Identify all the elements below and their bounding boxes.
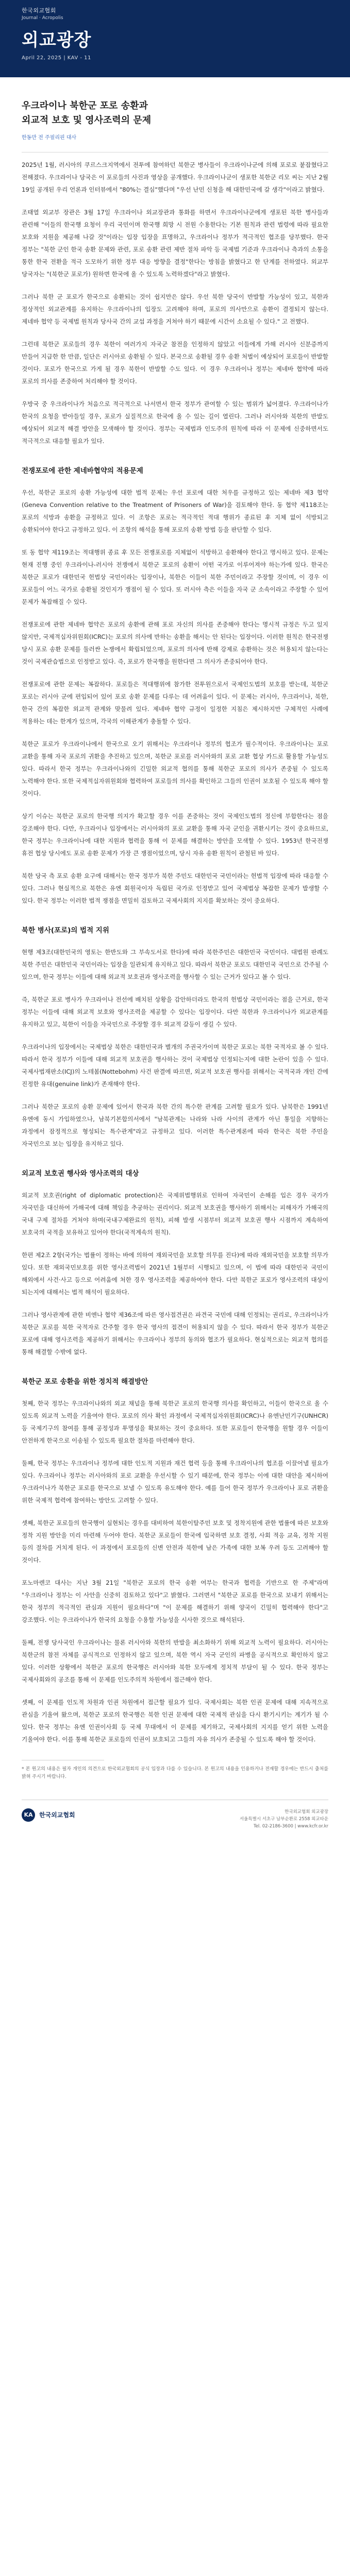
contact-line: Tel. 02-2186-3600 | www.kcfr.or.kr: [253, 1823, 328, 1829]
footer-logo: [22, 1808, 75, 1822]
article-title-line-1: 우크라이나 북한군 포로 송환과: [22, 100, 148, 111]
section-heading: 북한군 포로 송환을 위한 정치적 해결방안: [22, 1377, 148, 1386]
footer-contact: [240, 1808, 328, 1830]
article-title: [22, 99, 328, 128]
page-footer: [22, 1800, 328, 1851]
paragraph: 포노마렌코 대사는 지난 3월 21일 "북한군 포로의 한국 송환 여부는 한국과 협력을 기반으로 한 주제"라며 "우크라이나 정부는 이 사안을 신중히 검토하고 있다"고 밝혔다. 그러면서 "북한군 포로를 한국으로 보내기 위해서는 한국 정부의 적극적인 관심과 지원이 필요하다"며 "이 문제를 해결하기 위해 양국이 긴밀히 협력해야 한다"고 강조했다. 이는 우크라이나가 한국의 요청을 수용할 가능성을 시사한 것으로 해석된다.: [22, 1579, 328, 1623]
paragraph: 전쟁포로에 관한 제네바 협약은 포로의 송환에 관해 포로 자신의 의사를 존중해야 한다는 명시적 규정은 두고 있지 않지만, 국제적십자위원회(ICRC)는 포로의 의사에 반하는 송환을 해서는 안 된다는 입장이다. 이러한 원칙은 한국전쟁 당시 포로 송환 문제를 둘러싼 논쟁에서 확립되었으며, 포로의 의사에 반해 강제로 송환하는 것은 허용되지 않는다는 것이 국제관습법으로 인정받고 있다. 즉, 포로가 한국행을 원한다면 그 의사가 존중되어야 한다.: [22, 620, 328, 665]
paragraph: 또 동 협약 제119조는 적대행위 종료 후 모든 전쟁포로를 지체없이 석방하고 송환해야 한다고 명시하고 있다. 문제는 현재 진행 중인 우크라이나-러시아 전쟁에서 북한군 포로의 송환이 어떤 국가로 이루어져야 하는가에 있다. 한국은 북한군 포로가 대한민국 헌법상 국민이라는 입장이나, 북한은 이들이 북한 주민이라고 주장할 것이며, 이 경우 이 포로들이 어느 국가로 송환될 것인지가 쟁점이 될 수 있다. 또 러시아 측은 이들을 자국 군 소속이라고 주장할 수 있어 문제가 복잡해질 수 있다.: [22, 548, 328, 605]
paragraph: 북한 당국 측 포로 송환 요구에 대해서는 한국 정부가 북한 주민도 대한민국 국민이라는 헌법적 입장에 따라 대응할 수 있다. 그러나 현실적으로 북한은 유엔 회원국이자 독립된 국가로 인정받고 있어 국제법상 복잡한 문제가 발생할 수 있다. 한국 정부는 이러한 법적 쟁점을 면밀히 검토하고 국제사회의 지지를 확보하는 것이 중요하다.: [22, 872, 328, 904]
section-heading: 북한 병사(포로)의 법적 지위: [22, 926, 109, 935]
section-heading: 외교적 보호권 행사와 영사조력의 대상: [22, 1169, 139, 1178]
logo-text: 한국외교협회: [39, 1811, 75, 1819]
paragraph: 그러나 북한군 포로의 송환 문제에 있어서 한국과 북한 간의 특수한 관계를 고려할 필요가 있다. 남북한은 1991년 유엔에 동시 가입하였으나, 남북기본합의서에서 "남북관계는 나라와 나라 사이의 관계가 아닌 통일을 지향하는 과정에서 잠정적으로 형성되는 특수관계"라고 규정하고 있다. 이러한 특수관계론에 따라 한국은 북한 주민을 자국민으로 보는 입장을 유지하고 있다.: [22, 1103, 328, 1147]
footnote: * 본 원고의 내용은 필자 개인의 의견으로 한국외교협회의 공식 입장과 다를 수 있습니다. 본 원고의 내용을 인용하거나 전재할 경우에는 반드시 출처를 밝혀 주시기 바랍니다.: [22, 1766, 328, 1780]
org-name-ko: 한국외교협회: [22, 7, 56, 14]
section-heading: 전쟁포로에 관한 제네바협약의 적용문제: [22, 466, 143, 475]
masthead-header: [0, 0, 350, 77]
paragraph: 우방국 중 우크라이나가 처음으로 적극적으로 나서면서 한국 정부가 관여할 수 있는 범위가 넓어졌다. 우크라이나가 한국의 요청을 받아들일 경우, 포로가 실질적으로 한국에 올 수 있는 길이 열린다. 그러나 러시아와 북한의 반발도 예상되어 외교적 해결 방안을 모색해야 할 것이다. 정부는 국제법과 인도주의 원칙에 따라 이 문제에 신중하면서도 적극적으로 대응할 필요가 있다.: [22, 400, 328, 445]
paragraph: 2025년 1월, 러시아의 쿠르스크지역에서 전투에 참여하던 북한군 병사들이 우크라이나군에 의해 포로로 붙잡혔다고 전해졌다. 우크라이나 당국은 이 포로들의 사진과 영상을 공개했다. 우크라이나군이 생포한 북한군 리모 씨는 지난 2월 19일 공개된 우리 언론과 인터뷰에서 "80%는 결심"했다며 "우선 난민 신청을 해 대한민국에 갈 생각"이라고 밝혔다.: [22, 161, 328, 193]
article-body: [0, 152, 350, 1781]
paragraph: 상기 이슈는 북한군 포로의 한국행 의지가 확고할 경우 이를 존중하는 것이 국제인도법의 정신에 부합한다는 점을 강조해야 한다. 다만, 우크라이나 입장에서는 러시아와의 포로 교환을 통해 자국 군인을 귀환시키는 것이 중요하므로, 한국 정부는 우크라이나에 대한 지원과 협력을 통해 이 문제를 해결하는 방안을 모색할 수 있다. 1953년 한국전쟁 휴전 협상 당시에도 포로 송환 문제가 가장 큰 쟁점이었으며, 당시 자유 송환 원칙이 관철된 바 있다.: [22, 812, 328, 857]
paragraph: 한편 제2조 2항(국가는 법률이 정하는 바에 의하여 재외국민을 보호할 의무를 진다)에 따라 재외국민을 보호할 의무가 있다. 또한 재외국민보호를 위한 영사조력법이 2021년 1월부터 시행되고 있으며, 이 법에 따라 대한민국 국민이 해외에서 사건·사고 등으로 어려움에 처한 경우 영사조력을 제공하여야 한다. 다만 북한군 포로가 영사조력의 대상이 되는지에 대해서는 법적 해석이 필요하다.: [22, 1251, 328, 1296]
paragraph: 그러나 영사관계에 관한 비엔나 협약 제36조에 따른 영사접견권은 파견국 국민에 대해 인정되는 권리로, 우크라이나가 북한군 포로를 북한 국적자로 간주할 경우 한국 영사의 접견이 허용되지 않을 수 있다. 따라서 한국 정부가 북한군 포로에 대해 영사조력을 제공하기 위해서는 우크라이나 정부의 동의와 협조가 필요하다. 현실적으로는 외교적 협의를 통해 해결할 수밖에 없다.: [22, 1311, 328, 1355]
paragraph: 외교적 보호권(right of diplomatic protection)은 국제위법행위로 인하여 자국민이 손해를 입은 경우 국가가 자국민을 대신하여 가해국에 대해 책임을 추궁하는 권리이다. 외교적 보호권을 행사하기 위해서는 피해자가 가해국의 국내 구제 절차를 거쳐야 하며(국내구제완료의 원칙), 피해 발생 시점부터 외교적 보호권 행사 시점까지 계속하여 보호국의 국적을 보유하고 있어야 한다(국적계속의 원칙).: [22, 1191, 328, 1236]
paragraph: 셋째, 이 문제를 인도적 차원과 인권 차원에서 접근할 필요가 있다. 국제사회는 북한 인권 문제에 대해 지속적으로 관심을 기울여 왔으며, 북한군 포로의 한국행은 북한 인권 문제에 대한 국제적 관심을 다시 환기시키는 계기가 될 수 있다. 한국 정부는 유엔 인권이사회 등 국제 무대에서 이 문제를 제기하고, 국제사회의 지지를 얻기 위한 노력을 기울여야 한다. 이를 통해 북한군 포로들의 인권이 보호되고 그들의 자유 의사가 존중될 수 있도록 해야 할 것이다.: [22, 1698, 328, 1743]
paragraph: 조태열 외교부 장관은 3월 17일 우크라이나 외교장관과 통화를 하면서 우크라이나군에게 생포된 북한 병사들과 관련해 "이들의 한국행 요청이 우리 국민이며 한국행 희망 시 전원 수용한다는 기본 원칙과 관련 법령에 따라 필요한 보호와 지원을 제공해 나갈 것"이라는 입장 입장을 표명하고, 우크라이나 정부가 적극적인 협조를 당부했다. 한국 정부는 "북한 군인 한국 송환 문제와 관련, 포로 송환 관련 제반 절차 파악 등 국제법 기준과 우크라이나 측과의 소통을 통한 한국 전환을 적극 도모하기 위한 정부 대응 방향을 결정"한다는 방침을 밝혔다고 한 단계를 전하였다. 외교부 당국자는 "(북한군 포로가) 원하면 한국에 올 수 있도록 노력하겠다"라고 밝혔다.: [22, 208, 328, 278]
contact-line: 서울특별시 서초구 남부순환로 2558 외교타운: [239, 1816, 328, 1822]
paragraph: 우선, 북한군 포로의 송환 가능성에 대한 법적 문제는 우선 포로에 대한 처우를 규정하고 있는 제네바 제3 협약(Geneva Convention relative to the Treatment of Prisoners of War)을 검토해야 한다. 동 협약 제118조는 포로의 석방과 송환을 규정하고 있다. 이 조항은 포로는 적극적인 적대 행위가 종료된 후 지체 없이 석방되고 송환되어야 한다고 규정하고 있다. 이 조항의 해석을 통해 포로의 송환 방법 등을 판단할 수 있다.: [22, 488, 328, 533]
org-name-en: Journal · Acropolis: [22, 15, 63, 21]
paragraph: 전쟁포로에 관한 문제는 복잡하다. 포로들은 적대행위에 참가한 전투원으로서 국제인도법의 보호를 받는데, 북한군 포로는 러시아 군에 편입되어 있어 포로 송환 문제를 다루는 데 어려움이 있다. 이 문제는 러시아, 우크라이나, 북한, 한국 간의 복잡한 외교적 관계와 맞물려 있다. 제네바 협약 규정이 일정한 지침은 제시하지만 구체적인 사례에 적용하는 데는 한계가 있으며, 각국의 이해관계가 충돌할 수 있다.: [22, 680, 328, 725]
paragraph: 둘째, 전쟁 당사국인 우크라이나는 물론 러시아와 북한의 반발을 최소화하기 위해 외교적 노력이 필요하다. 러시아는 북한군의 참전 자체를 공식적으로 인정하지 않고 있으며, 북한 역시 자국 군인의 파병을 공식적으로 확인하지 않고 있다. 이러한 상황에서 북한군 포로의 한국행은 러시아와 북한 모두에게 정치적 부담이 될 수 있다. 한국 정부는 국제사회와의 공조를 통해 이 문제를 인도주의적 차원에서 접근해야 한다.: [22, 1638, 328, 1683]
paragraph: 그런데 북한군 포로들의 경우 북한이 여러가지 자국군 참전을 인정하지 않았고 이들에게 가해 러시아 신분증까지 만들어 지급한 한 만큼, 일단은 러시아로 송환될 수 있다. 본국으로 송환될 경우 송환 처벌이 예상되어 포로들이 반발할 것이다. 포로가 한국으로 가게 될 경우 북한이 반발할 수도 있다. 이 경우 우크라이나 정부는 제네바 협약에 따라 포로의 의사를 존중하여 처리해야 할 것이다.: [22, 340, 328, 385]
paragraph: 현행 제3조(대한민국의 영토는 한반도와 그 부속도서로 한다)에 따라 북한주민은 대한민국 국민이다. 대법원 판례도 북한 주민은 대한민국 국민이라는 입장을 일관되게 유지하고 있다. 따라서 북한군 포로도 대한민국 국민으로 간주될 수 있으며, 한국 정부는 이들에 대해 외교적 보호권과 영사조력을 행사할 수 있는 근거가 있다고 볼 수 있다.: [22, 948, 328, 980]
issue-info: April 22, 2025 | KAV - 11: [22, 55, 91, 61]
paragraph: 그러나 북한 군 포로가 한국으로 송환되는 것이 쉽지만은 않다. 우선 북한 당국이 반발할 가능성이 있고, 북한과 정상적인 외교관계를 유지하는 우크라이나의 입장도 고려해야 하며, 포로의 의사만으로 송환이 결정되지 않는다. 제네바 협약 등 국제법 원칙과 당사국 간의 교섭 과정을 거쳐야 하기 때문에 시간이 소요될 수 있다." 고 전했다.: [22, 293, 328, 325]
article-title-line-2: 외교적 보호 및 영사조력의 문제: [22, 114, 152, 126]
contact-line: 한국외교협회 외교광장: [285, 1809, 328, 1815]
logo-emblem-icon: KA: [22, 1808, 35, 1822]
masthead-title: 외교광장: [22, 30, 92, 50]
article-author: 한동만 전 주필리핀 대사: [22, 134, 77, 141]
paragraph: 셋째, 북한군 포로들의 한국행이 실현되는 경우를 대비하여 북한이탈주민 보호 및 정착지원에 관한 법률에 따른 보호와 정착 지원 방안을 미리 마련해 두어야 한다. 북한군 포로들이 한국에 입국하면 보호 결정, 사회 적응 교육, 정착 지원 등의 절차를 거치게 된다. 이 과정에서 포로들의 신변 안전과 북한에 남은 가족에 대한 보복 우려 등도 고려해야 할 것이다.: [22, 1519, 328, 1564]
paragraph: 북한군 포로가 우크라이나에서 한국으로 오기 위해서는 우크라이나 정부의 협조가 필수적이다. 우크라이나는 포로 교환을 통해 자국 포로의 귀환을 추진하고 있으며, 북한군 포로를 러시아와의 포로 교환 협상 카드로 활용할 가능성도 있다. 따라서 한국 정부는 우크라이나와의 긴밀한 외교적 협의를 통해 북한군 포로의 의사가 존중될 수 있도록 노력해야 한다. 또한 국제적십자위원회와 협력하여 포로들의 의사를 확인하고 그들의 인권이 보호될 수 있도록 해야 할 것이다.: [22, 740, 328, 797]
paragraph: 즉, 북한군 포로 병사가 우크라이나 전선에 배치된 상황을 감안하더라도 한국의 헌법상 국민이라는 점을 근거로, 한국 정부는 이들에 대해 외교적 보호와 영사조력을 제공할 수 있다는 입장이다. 다만 북한과 우크라이나가 외교관계를 유지하고 있고, 북한이 이들을 자국민으로 주장할 경우 외교적 갈등이 생길 수 있다.: [22, 995, 328, 1028]
paragraph: 우크라이나의 입장에서는 국제법상 북한은 대한민국과 별개의 주권국가이며 북한군 포로는 북한 국적자로 볼 수 있다. 따라서 한국 정부가 이들에 대해 외교적 보호권을 행사하는 것이 국제법상 인정되는지에 대한 논란이 있을 수 있다. 국제사법재판소(ICJ)의 노테봄(Nottebohm) 사건 판결에 따르면, 외교적 보호권 행사를 위해서는 국적국과 개인 간에 진정한 유대(genuine link)가 존재해야 한다.: [22, 1043, 328, 1088]
paragraph: 첫째, 한국 정부는 우크라이나와의 외교 채널을 통해 북한군 포로의 한국행 의사를 확인하고, 이들이 한국으로 올 수 있도록 외교적 노력을 기울여야 한다. 포로의 의사 확인 과정에서 국제적십자위원회(ICRC)나 유엔난민기구(UNHCR) 등 국제기구의 참여를 통해 공정성과 투명성을 확보하는 것이 중요하다. 또한 포로들이 한국행을 원할 경우 이들이 안전하게 한국으로 이송될 수 있도록 필요한 절차를 마련해야 한다.: [22, 1399, 328, 1444]
article-title-block: [0, 77, 350, 141]
paragraph: 둘째, 한국 정부는 우크라이나 정부에 대한 인도적 지원과 재건 협력 등을 통해 우크라이나의 협조를 이끌어낼 필요가 있다. 우크라이나 정부는 러시아와의 포로 교환을 우선시할 수 있기 때문에, 한국 정부는 이에 대한 대안을 제시하여 우크라이나가 북한군 포로를 한국으로 보낼 수 있도록 유도해야 한다. 예를 들어 한국 정부가 우크라이나 포로 귀환을 위한 국제적 협력에 참여하는 방안도 고려할 수 있다.: [22, 1459, 328, 1504]
